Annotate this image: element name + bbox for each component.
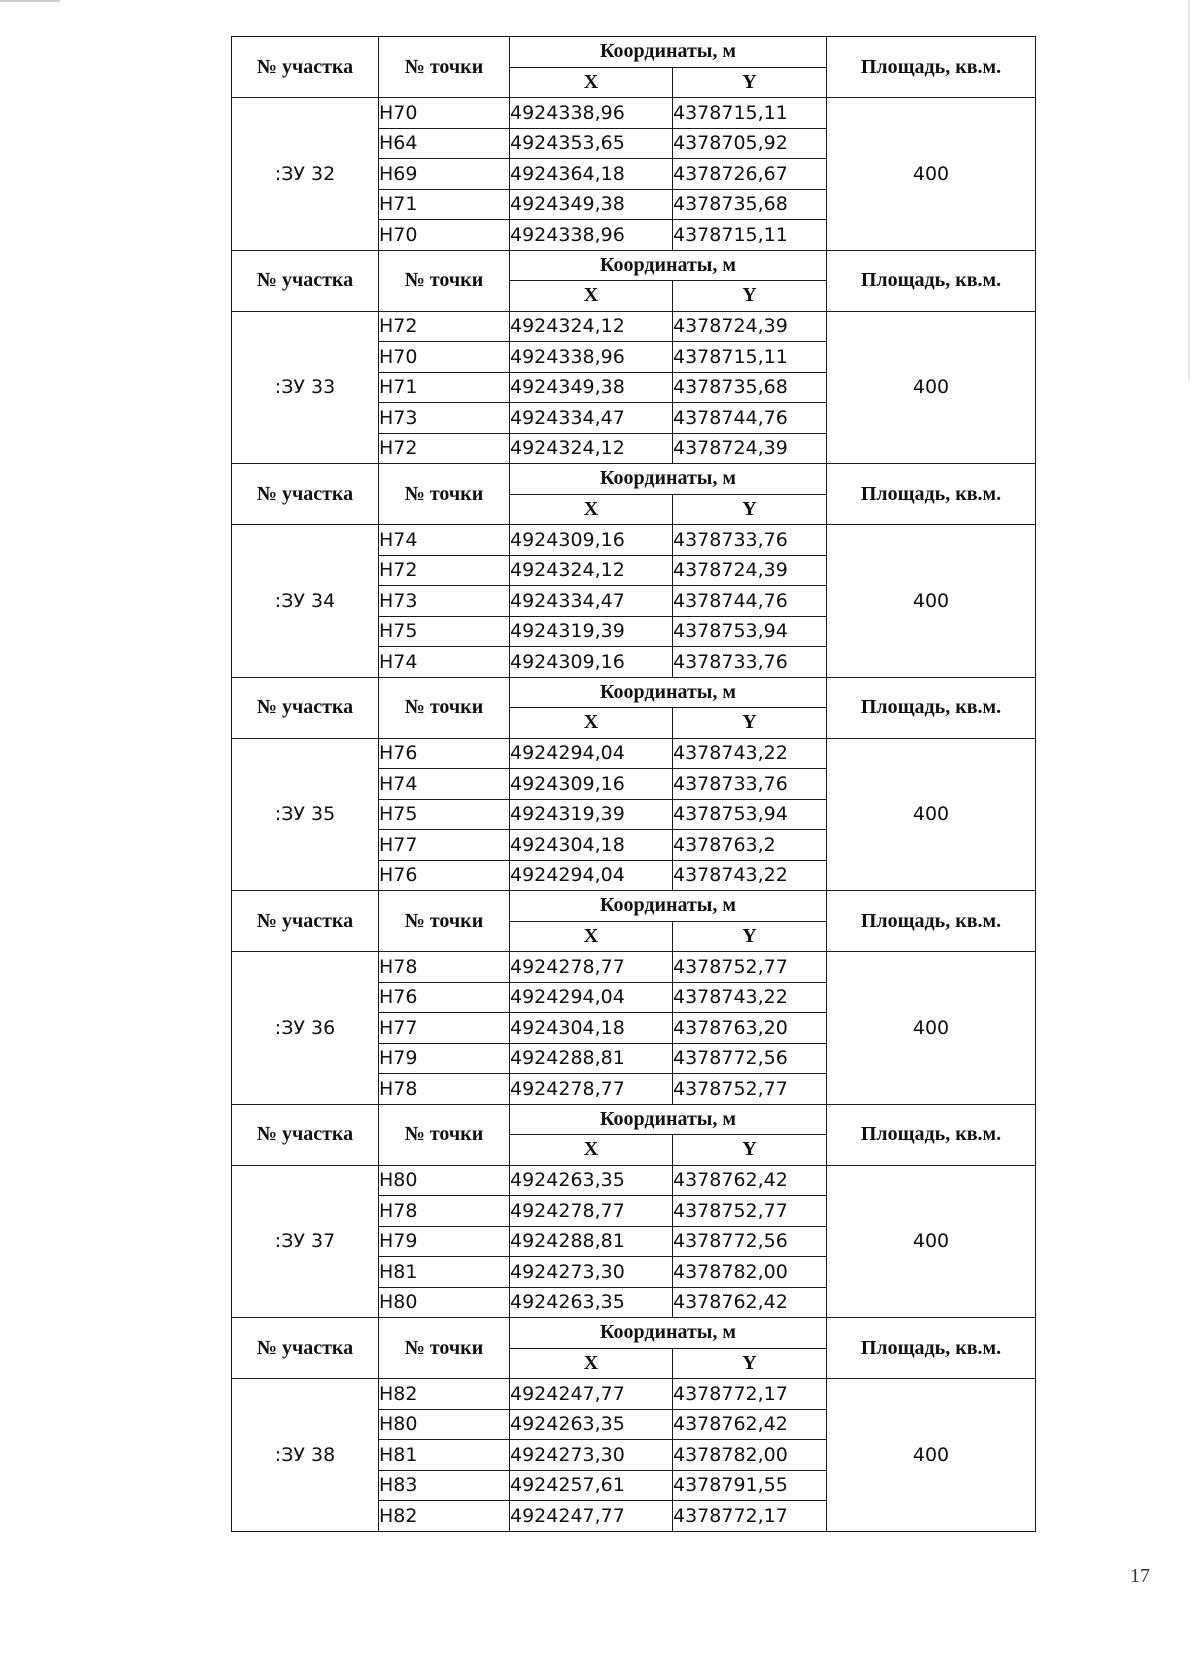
table-row [232,98,1036,129]
parcel-area: 400 [827,1379,1036,1532]
header-row [232,250,1036,281]
point-id: Н70 [379,98,510,129]
x-coordinate: 4924278,77 [510,952,673,983]
x-coordinate: 4924364,18 [510,159,673,190]
table-row [232,952,1036,983]
x-coordinate: 4924319,39 [510,616,673,647]
header-row [232,891,1036,922]
point-id: Н64 [379,128,510,159]
page-number: 17 [1130,1565,1150,1587]
coordinates-header: Координаты, м [510,891,827,922]
point-id: Н74 [379,769,510,800]
coordinates-header: Координаты, м [510,1318,827,1349]
x-coordinate: 4924319,39 [510,799,673,830]
x-coordinate: 4924294,04 [510,860,673,891]
y-coordinate: 4378772,56 [673,1226,827,1257]
point-id: Н79 [379,1043,510,1074]
parcel-header: № участка [232,677,379,738]
x-coordinate: 4924273,30 [510,1257,673,1288]
y-coordinate: 4378744,76 [673,586,827,617]
point-id: Н76 [379,982,510,1013]
point-id: Н77 [379,1013,510,1044]
parcel-area: 400 [827,525,1036,678]
y-coordinate: 4378724,39 [673,311,827,342]
parcel-header: № участка [232,37,379,98]
area-header: Площадь, кв.м. [827,677,1036,738]
point-id: Н74 [379,525,510,556]
y-header: Y [673,494,827,525]
point-id: Н82 [379,1501,510,1532]
x-coordinate: 4924273,30 [510,1440,673,1471]
x-coordinate: 4924334,47 [510,403,673,434]
parcel-header: № участка [232,1318,379,1379]
x-coordinate: 4924338,96 [510,220,673,251]
point-header: № точки [379,37,510,98]
y-coordinate: 4378735,68 [673,189,827,220]
x-header: X [510,494,673,525]
point-id: Н71 [379,189,510,220]
header-row [232,677,1036,708]
point-id: Н73 [379,586,510,617]
point-header: № точки [379,250,510,311]
y-header: Y [673,67,827,98]
x-coordinate: 4924247,77 [510,1501,673,1532]
y-coordinate: 4378782,00 [673,1440,827,1471]
parcel-area: 400 [827,1165,1036,1318]
y-header: Y [673,281,827,312]
table-row [232,1165,1036,1196]
x-coordinate: 4924309,16 [510,769,673,800]
point-id: Н70 [379,220,510,251]
y-coordinate: 4378715,11 [673,342,827,373]
parcel-name: :ЗУ 34 [232,525,379,678]
x-coordinate: 4924338,96 [510,98,673,129]
y-coordinate: 4378743,22 [673,860,827,891]
point-header: № точки [379,1104,510,1165]
point-id: Н78 [379,952,510,983]
x-header: X [510,708,673,739]
point-id: Н70 [379,342,510,373]
point-id: Н81 [379,1257,510,1288]
y-coordinate: 4378753,94 [673,616,827,647]
y-coordinate: 4378782,00 [673,1257,827,1288]
parcel-name: :ЗУ 32 [232,98,379,251]
x-coordinate: 4924309,16 [510,525,673,556]
area-header: Площадь, кв.м. [827,250,1036,311]
x-coordinate: 4924257,61 [510,1470,673,1501]
y-coordinate: 4378791,55 [673,1470,827,1501]
point-id: Н76 [379,860,510,891]
x-coordinate: 4924263,35 [510,1409,673,1440]
point-id: Н82 [379,1379,510,1410]
y-coordinate: 4378715,11 [673,98,827,129]
point-id: Н74 [379,647,510,678]
parcel-name: :ЗУ 36 [232,952,379,1105]
point-id: Н71 [379,372,510,403]
y-coordinate: 4378705,92 [673,128,827,159]
x-coordinate: 4924309,16 [510,647,673,678]
parcel-name: :ЗУ 33 [232,311,379,464]
x-coordinate: 4924304,18 [510,830,673,861]
x-coordinate: 4924338,96 [510,342,673,373]
x-coordinate: 4924263,35 [510,1165,673,1196]
coordinates-header: Координаты, м [510,464,827,495]
parcel-name: :ЗУ 35 [232,738,379,891]
coordinates-header: Координаты, м [510,250,827,281]
scan-edge-mark [0,0,60,2]
y-header: Y [673,708,827,739]
point-id: Н80 [379,1165,510,1196]
table-row [232,1379,1036,1410]
y-coordinate: 4378733,76 [673,525,827,556]
y-coordinate: 4378772,17 [673,1501,827,1532]
x-coordinate: 4924288,81 [510,1226,673,1257]
point-header: № точки [379,891,510,952]
point-header: № точки [379,1318,510,1379]
coordinates-header: Координаты, м [510,1104,827,1135]
y-coordinate: 4378733,76 [673,769,827,800]
header-row [232,37,1036,68]
area-header: Площадь, кв.м. [827,1318,1036,1379]
y-coordinate: 4378762,42 [673,1165,827,1196]
x-coordinate: 4924278,77 [510,1196,673,1227]
document-page [231,36,1035,1532]
y-coordinate: 4378743,22 [673,738,827,769]
point-id: Н78 [379,1196,510,1227]
point-id: Н80 [379,1409,510,1440]
x-coordinate: 4924334,47 [510,586,673,617]
coordinates-table [231,36,1036,1532]
point-header: № точки [379,677,510,738]
x-coordinate: 4924324,12 [510,311,673,342]
y-coordinate: 4378772,17 [673,1379,827,1410]
parcel-area: 400 [827,738,1036,891]
y-coordinate: 4378744,76 [673,403,827,434]
y-coordinate: 4378752,77 [673,1074,827,1105]
point-id: Н80 [379,1287,510,1318]
x-coordinate: 4924349,38 [510,372,673,403]
x-header: X [510,67,673,98]
point-id: Н78 [379,1074,510,1105]
x-coordinate: 4924294,04 [510,738,673,769]
header-row [232,464,1036,495]
area-header: Площадь, кв.м. [827,891,1036,952]
point-id: Н77 [379,830,510,861]
parcel-name: :ЗУ 38 [232,1379,379,1532]
x-coordinate: 4924247,77 [510,1379,673,1410]
x-coordinate: 4924294,04 [510,982,673,1013]
point-id: Н72 [379,311,510,342]
x-header: X [510,1135,673,1166]
header-row [232,1318,1036,1349]
x-coordinate: 4924263,35 [510,1287,673,1318]
point-id: Н69 [379,159,510,190]
coordinates-header: Координаты, м [510,677,827,708]
y-header: Y [673,1348,827,1379]
x-coordinate: 4924324,12 [510,433,673,464]
x-coordinate: 4924353,65 [510,128,673,159]
parcel-header: № участка [232,1104,379,1165]
table-row [232,738,1036,769]
x-coordinate: 4924304,18 [510,1013,673,1044]
x-header: X [510,921,673,952]
y-coordinate: 4378762,42 [673,1287,827,1318]
y-coordinate: 4378763,20 [673,1013,827,1044]
x-header: X [510,1348,673,1379]
x-coordinate: 4924288,81 [510,1043,673,1074]
parcel-area: 400 [827,952,1036,1105]
header-row [232,1104,1036,1135]
x-coordinate: 4924349,38 [510,189,673,220]
point-id: Н72 [379,555,510,586]
parcel-area: 400 [827,98,1036,251]
y-coordinate: 4378752,77 [673,1196,827,1227]
coordinates-table-body [232,37,1036,1532]
y-coordinate: 4378752,77 [673,952,827,983]
parcel-header: № участка [232,891,379,952]
y-coordinate: 4378772,56 [673,1043,827,1074]
parcel-area: 400 [827,311,1036,464]
point-id: Н79 [379,1226,510,1257]
point-id: Н76 [379,738,510,769]
y-coordinate: 4378763,2 [673,830,827,861]
y-coordinate: 4378724,39 [673,433,827,464]
parcel-header: № участка [232,250,379,311]
point-id: Н72 [379,433,510,464]
x-coordinate: 4924278,77 [510,1074,673,1105]
point-id: Н75 [379,799,510,830]
parcel-name: :ЗУ 37 [232,1165,379,1318]
y-header: Y [673,1135,827,1166]
y-coordinate: 4378715,11 [673,220,827,251]
y-coordinate: 4378733,76 [673,647,827,678]
y-coordinate: 4378726,67 [673,159,827,190]
point-id: Н81 [379,1440,510,1471]
area-header: Площадь, кв.м. [827,37,1036,98]
y-coordinate: 4378724,39 [673,555,827,586]
x-header: X [510,281,673,312]
y-coordinate: 4378762,42 [673,1409,827,1440]
x-coordinate: 4924324,12 [510,555,673,586]
y-coordinate: 4378735,68 [673,372,827,403]
point-header: № точки [379,464,510,525]
area-header: Площадь, кв.м. [827,464,1036,525]
parcel-header: № участка [232,464,379,525]
point-id: Н73 [379,403,510,434]
table-row [232,311,1036,342]
scan-edge-mark [1188,0,1190,380]
table-row [232,525,1036,556]
y-header: Y [673,921,827,952]
point-id: Н75 [379,616,510,647]
y-coordinate: 4378753,94 [673,799,827,830]
y-coordinate: 4378743,22 [673,982,827,1013]
coordinates-header: Координаты, м [510,37,827,68]
point-id: Н83 [379,1470,510,1501]
area-header: Площадь, кв.м. [827,1104,1036,1165]
